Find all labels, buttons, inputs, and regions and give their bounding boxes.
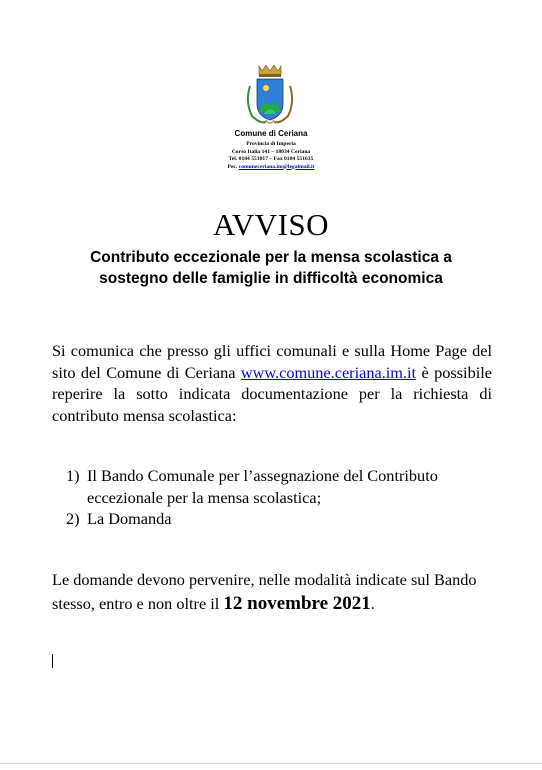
page-bottom-border [0, 763, 542, 764]
closing-period: . [370, 594, 375, 613]
provincia-line: Provincia di Imperia [246, 141, 296, 147]
body-text-end: è possibile reperire la sotto indicata documentazione per la richiesta di contributo mensa scolastica: [52, 362, 492, 425]
closing-paragraph [52, 568, 502, 616]
closing-text: Le domande devono pervenire, nelle modalità indicate sul Bando stesso, entro e non oltre il [52, 570, 477, 613]
document-list [66, 465, 496, 530]
list-item-text: Il Bando Comunale per l’assegnazione del Contributo eccezionale per la mensa scolastica; [87, 466, 438, 507]
list-number: 2) [66, 509, 80, 528]
comune-name: Comune di Ceriana [234, 129, 308, 138]
list-item [66, 465, 496, 508]
deadline-date: 12 novembre 2021 [223, 593, 371, 614]
text-cursor [52, 654, 53, 668]
notice-subtitle [0, 247, 542, 289]
address-line: Corso Italia 141 – 18034 Ceriana [231, 148, 311, 155]
pec-line [0, 164, 542, 172]
pec-label: Pec. [227, 163, 239, 170]
list-item [66, 508, 496, 530]
comune-coat-of-arms-logo [244, 62, 296, 128]
website-link[interactable]: www.comune.ceriana.im.it [240, 362, 417, 382]
body-text-start: Si comunica che presso gli uffici comunali e sulla Home Page del sito del Comune di Ceriana [52, 341, 492, 382]
phone-fax-line: Tel. 0184 551017 – Fax 0184 551635 [228, 156, 314, 162]
subtitle-line-2: sostegno delle famiglie in difficoltà economica [99, 270, 443, 287]
body-paragraph [52, 340, 492, 426]
pec-email-link[interactable]: comuneceriana.im@legalmail.it [238, 163, 315, 170]
subtitle-line-1: Contributo eccezionale per la mensa scolastica a [90, 249, 452, 266]
list-number: 1) [66, 466, 80, 485]
list-item-text: La Domanda [87, 509, 172, 528]
notice-title: AVVISO [212, 207, 330, 242]
